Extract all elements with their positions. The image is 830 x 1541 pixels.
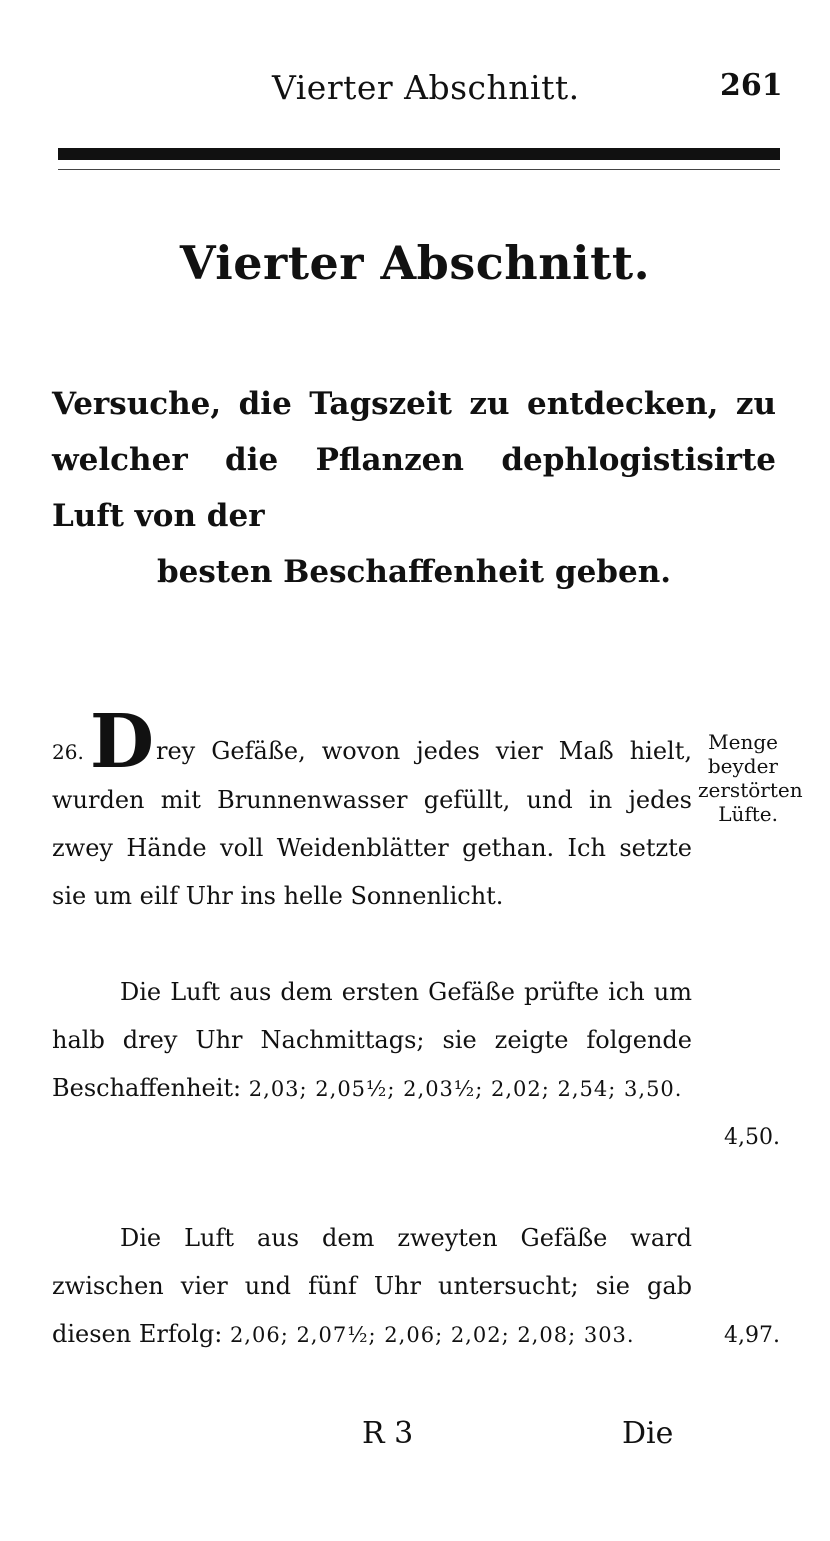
section-subtitle-main: Versuche, die Tagszeit zu entdecken, zu welcher die Pflanzen dephlogistisirte Luft von der [52,386,776,534]
paragraph-first-vessel [52,968,692,1113]
paragraph-26 [52,699,692,920]
paragraph-text: rey Gefäße, wovon jedes vier Maß hielt, wurden mit Brunnenwasser gefüllt, und in jedes zwey Hände voll Weidenblätter gethan. Ich setzte sie um eilf Uhr ins helle Sonnenlicht. [52,737,692,910]
section-subtitle [52,376,776,600]
header-rule [58,148,780,160]
paragraph-text: Die Luft aus dem ersten Gefäße prüfte ich um halb drey Uhr Nachmittags; sie zeigte folgende Beschaffenheit: [52,978,692,1102]
drop-cap: D [89,699,154,785]
page-number: 261 [720,68,783,103]
total-value-first: 4,50. [724,1125,780,1150]
running-head [0,60,830,120]
section-subtitle-last: besten Beschaffenheit geben. [156,554,672,590]
paragraph-second-vessel [52,1214,692,1359]
margin-note: Menge beyder zerstörten Lüfte. [698,730,803,826]
signature-mark: R 3 [362,1416,414,1451]
header-rule-thin [58,169,780,170]
paragraph-number: 26. [52,740,84,764]
section-heading: Vierter Abschnitt. [179,236,651,290]
measurement-values: 2,06; 2,07½; 2,06; 2,02; 2,08; 303. [229,1323,635,1347]
running-title: Vierter Abschnitt. [272,68,580,107]
total-value-second: 4,97. [724,1323,780,1348]
measurement-values: 2,03; 2,05½; 2,03½; 2,02; 2,54; 3,50. [248,1077,683,1101]
paragraph-text: Die Luft aus dem zweyten Gefäße ward zwischen vier und fünf Uhr untersucht; sie gab diesen Erfolg: [52,1224,692,1348]
catchword: Die [622,1416,674,1451]
